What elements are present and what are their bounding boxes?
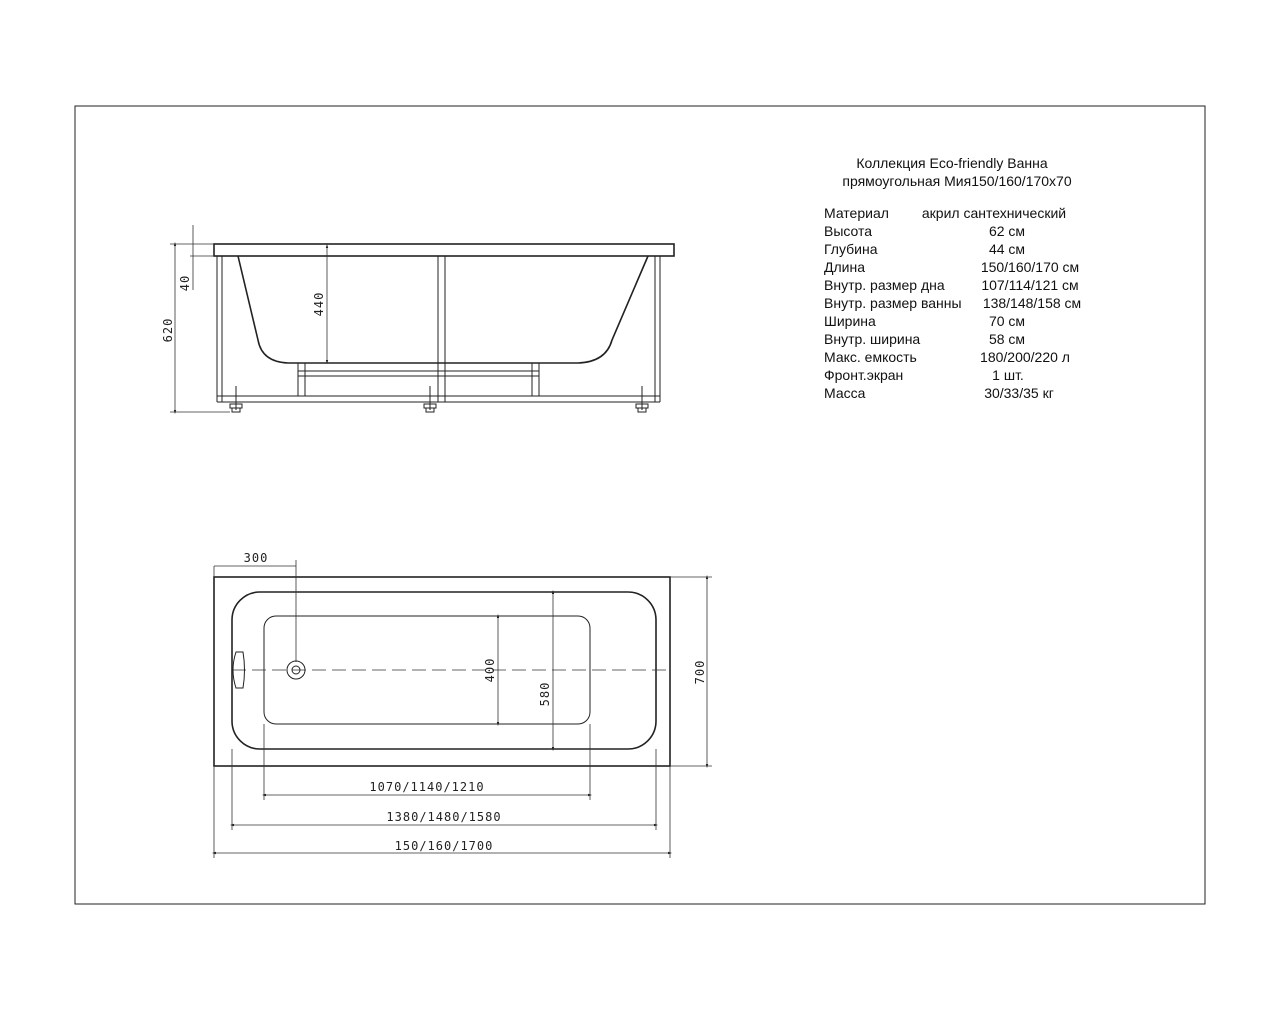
sheet-border — [75, 106, 1205, 904]
spec-table — [824, 205, 1081, 401]
spec-value: 150/160/170 см — [980, 259, 1080, 275]
spec-label: Макс. емкость — [824, 349, 917, 365]
spec-value: 62 см — [988, 223, 1026, 239]
dim-depth: 440 — [312, 291, 326, 317]
spec-label: Глубина — [824, 241, 878, 257]
dim-total-height: 620 — [161, 317, 175, 343]
leg — [230, 386, 242, 412]
spec-value: 44 см — [988, 241, 1026, 257]
spec-value: 58 см — [988, 331, 1026, 347]
spec-value: 1 шт. — [992, 367, 1024, 383]
spec-label: Масса — [824, 385, 866, 401]
spec-value: 180/200/220 л — [980, 349, 1070, 365]
bath-outline — [214, 577, 670, 766]
dim-bottom-length: 1070/1140/1210 — [369, 780, 485, 794]
basin-profile — [238, 256, 648, 363]
dim-bottom-width: 400 — [483, 657, 497, 683]
dim-drain-offset: 300 — [243, 551, 269, 565]
spec-label: Внутр. размер дна — [824, 277, 945, 293]
top-view — [214, 551, 712, 858]
spec-value: 70 см — [988, 313, 1026, 329]
spec-value: 138/148/158 см — [982, 295, 1082, 311]
spec-label: Длина — [824, 259, 865, 275]
spec-label: Материал — [824, 205, 889, 221]
leg — [636, 386, 648, 412]
title-line-1: Коллекция Eco-friendly Ванна — [856, 155, 1048, 171]
title-line-2: прямоугольная Мия150/160/170x70 — [842, 173, 1072, 189]
spec-label: Высота — [824, 223, 873, 239]
spec-value: 107/114/121 см — [981, 277, 1079, 293]
spec-value: 30/33/35 кг — [984, 385, 1054, 401]
bath-rim — [214, 244, 674, 256]
spec-label: Внутр. ширина — [824, 331, 921, 347]
leg — [424, 386, 436, 412]
spec-label: Фронт.экран — [824, 367, 904, 383]
dim-inner-length: 1380/1480/1580 — [386, 810, 502, 824]
spec-label: Ширина — [824, 313, 876, 329]
dim-outer-width: 700 — [693, 659, 707, 685]
spec-label: Внутр. размер ванны — [824, 295, 962, 311]
side-view — [161, 225, 674, 412]
dim-outer-length: 150/160/1700 — [394, 839, 494, 853]
dim-rim: 40 — [178, 274, 192, 292]
spec-value: акрил сантехнический — [921, 205, 1067, 221]
dim-inner-width: 580 — [538, 681, 552, 707]
title-block — [842, 155, 1071, 189]
